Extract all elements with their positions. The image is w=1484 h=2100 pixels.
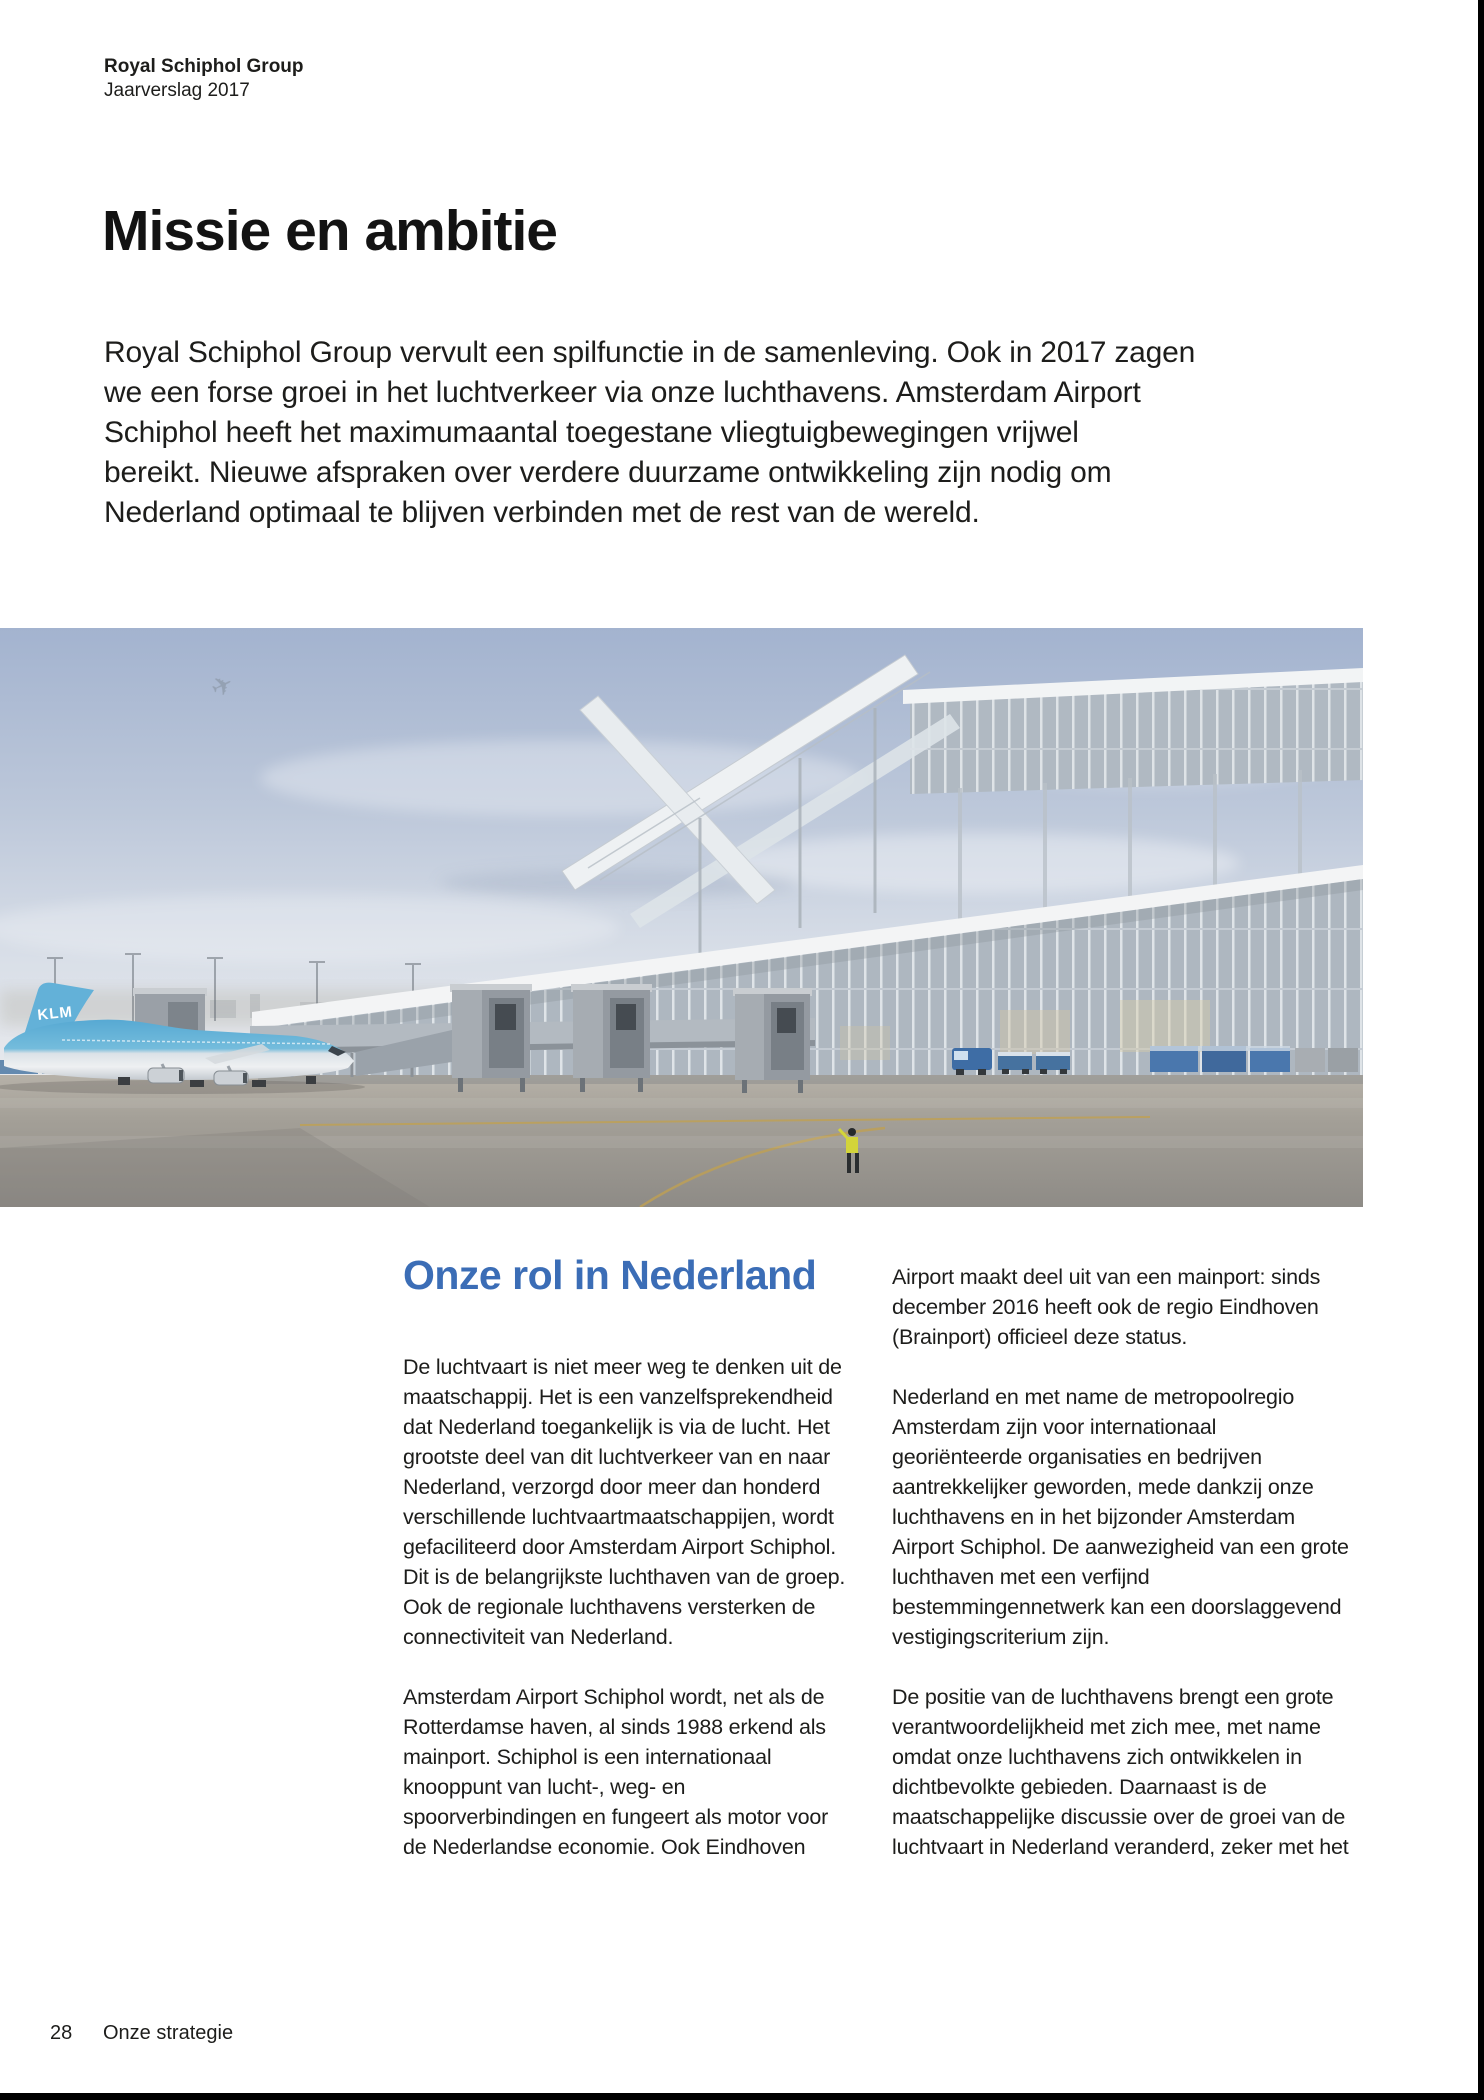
left-column xyxy=(403,1352,845,1892)
page-header xyxy=(104,55,304,103)
hero-photo xyxy=(0,628,1363,1207)
intro-paragraph: Royal Schiphol Group vervult een spilfunctie in de samenleving. Ook in 2017 zagen we een forse groei in het luchtverkeer via onze luchthavens. Amsterdam Airport Schiphol heeft het maximumaantal toegestane vliegtuigbewegingen vrijwel bereikt. Nieuwe afspraken over verdere duurzame ontwikkeling zijn nodig om Nederland optimaal te blijven verbinden met de rest van de wereld. xyxy=(104,336,1196,529)
brand-name: Royal Schiphol Group xyxy=(104,56,304,77)
body-paragraph: Airport maakt deel uit van een mainport: sinds december 2016 heeft ook de regio Eindhoven (Brainport) officieel deze status. xyxy=(892,1265,1321,1349)
section-heading: Onze rol in Nederland xyxy=(403,1252,817,1298)
report-edition: Jaarverslag 2017 xyxy=(104,80,250,101)
footer-section-label: Onze strategie xyxy=(103,2022,234,2044)
page-number: 28 xyxy=(50,2022,73,2044)
body-paragraph: Amsterdam Airport Schiphol wordt, net als de Rotterdamse haven, al sinds 1988 erkend als mainport. Schiphol is een internationaal knooppunt van lucht-, weg- en spoorverbindingen en fungeert als motor voor de Nederlandse economie. Ook Eindhoven xyxy=(403,1685,829,1859)
body-paragraph: De positie van de luchthavens brengt een grote verantwoordelijkheid met zich mee, met name omdat onze luchthavens zich ontwikkelen in dichtbevolkte gebieden. Daarnaast is de maatschappelijke discussie over de groei van de luchtvaart in Nederland veranderd, zeker met het xyxy=(892,1685,1349,1859)
body-paragraph: Nederland en met name de metropoolregio Amsterdam zijn voor internationaal georiënteerde organisaties en bedrijven aantrekkelijker geworden, mede dankzij onze luchthavens en in het bijzonder Amsterdam Airport Schiphol. De aanwezigheid van een grote luchthaven met een verfijnd bestemmingennetwerk kan een doorslaggevend vestigingscriterium zijn. xyxy=(892,1385,1349,1649)
tail-logo: KLM xyxy=(36,1003,74,1024)
body-paragraph: De luchtvaart is niet meer weg te denken uit de maatschappij. Het is een vanzelfsprekendheid dat Nederland toegankelijk is via de lucht. Het grootste deel van dit luchtverkeer van en naar Nederland, verzorgd door meer dan honderd verschillende luchtvaartmaatschappijen, wordt gefaciliteerd door Amsterdam Airport Schiphol. Dit is de belangrijkste luchthaven van de groep. Ook de regionale luchthavens versterken de connectiviteit van Nederland. xyxy=(403,1355,846,1649)
scan-edge-right xyxy=(1478,0,1484,2100)
scan-edge-bottom xyxy=(0,2093,1484,2100)
hero-photo-art xyxy=(0,628,1363,1207)
page-title: Missie en ambitie xyxy=(102,199,558,263)
distant-airplane-icon: ✈ xyxy=(205,667,239,705)
right-column xyxy=(892,1262,1349,1892)
jetbridge-towers xyxy=(450,984,812,1093)
